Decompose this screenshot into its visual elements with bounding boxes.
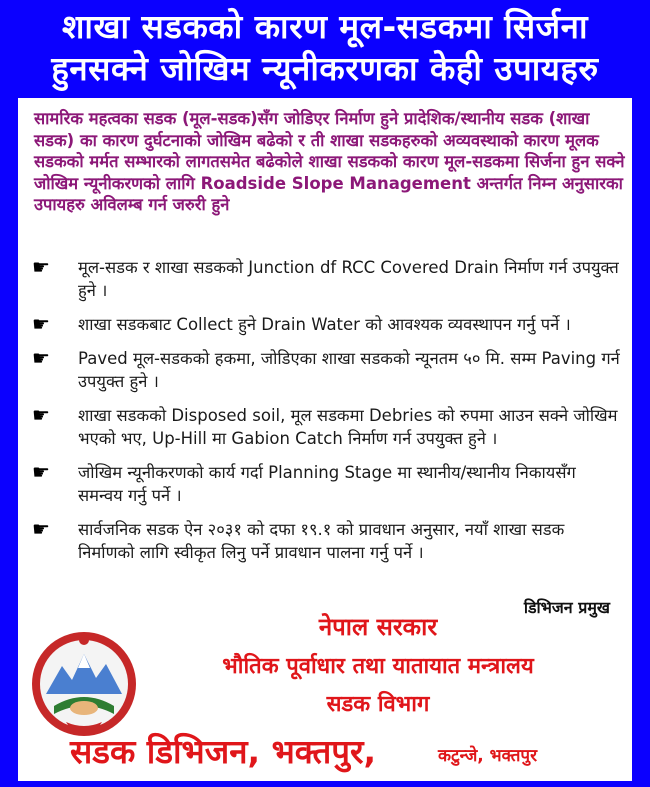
intro-paragraph: सामरिक महत्वका सडक (मूल-सडक)सँग जोडिएर निर्माण हुने प्रादेशिक/स्थानीय सडक (शाखा सडक) का कारण दुर्घटनाको जोखिम बढेको र ती शाखा सडकहरुको अव्यवस्थाको कारण मूलक सडकको मर्मत सम्भारको लागतसमेत बढेकोले शाखा सडकको कारण मूल-सडकमा सिर्जना हुन सक्ने जोखिम न्यूनीकरणको लागि Roadside Slope Management अन्तर्गत निम्न अनुसारका उपायहरु अविलम्ब गर्न जरुरी हुने: [34, 109, 625, 214]
list-item-text: सार्वजनिक सडक ऐन २०३१ को दफा १९.१ को प्रावधान अनुसार, नयाँ शाखा सडक निर्माणको लागि स्वीकृत लिनु पर्ने प्रावधान पालना गर्नु पर्ने ।: [78, 520, 565, 562]
header-title-line-2: हुनसक्ने जोखिम न्यूनीकरणका केही उपायहरु: [51, 49, 599, 88]
government-name: नेपाल सरकार: [318, 613, 438, 641]
pointing-hand-icon: ☛: [32, 517, 50, 541]
pointing-hand-icon: ☛: [32, 403, 50, 427]
list-item: [32, 518, 622, 564]
measures-list: [32, 256, 622, 575]
department-name: सडक विभाग: [326, 692, 430, 717]
list-item: [32, 347, 622, 393]
division-address: कटुन्जे, भक्तपुर: [438, 746, 538, 766]
pointing-hand-icon: ☛: [32, 312, 50, 336]
notice-panel: [18, 98, 632, 781]
list-item: [32, 461, 622, 507]
list-item-text: शाखा सडकको Disposed soil, मूल सडकमा Debries को रुपमा आउन सक्ने जोखिम भएको भए, Up-Hill मा Gabion Catch निर्माण गर्न उपयुक्त हुने ।: [78, 406, 618, 448]
list-item-text: जोखिम न्यूनीकरणको कार्य गर्दा Planning Stage मा स्थानीय/स्थानीय निकायसँग समन्वय गर्नु पर्ने ।: [78, 463, 576, 505]
signature-title: डिभिजन प्रमुख: [523, 598, 610, 617]
division-name: सडक डिभिजन, भक्तपुर,: [70, 732, 377, 771]
pointing-hand-icon: ☛: [32, 255, 50, 279]
list-item: [32, 313, 622, 336]
list-item: [32, 404, 622, 450]
notice-header: [0, 0, 650, 98]
pointing-hand-icon: ☛: [32, 346, 50, 370]
pointing-hand-icon: ☛: [32, 460, 50, 484]
ministry-name: भौतिक पूर्वाधार तथा यातायात मन्त्रालय: [222, 654, 534, 679]
nepal-emblem-icon: [28, 628, 140, 740]
list-item-text: मूल-सडक र शाखा सडकको Junction df RCC Covered Drain निर्माण गर्न उपयुक्त हुने ।: [78, 258, 619, 300]
list-item-text: शाखा सडकबाट Collect हुने Drain Water को आवश्यक व्यवस्थापन गर्नु पर्ने ।: [78, 315, 571, 334]
header-title-line-1: शाखा सडकको कारण मूल-सडकमा सिर्जना: [61, 7, 589, 46]
list-item-text: Paved मूल-सडकको हकमा, जोडिएका शाखा सडकको न्यूनतम ५० मि. सम्म Paving गर्न उपयुक्त हुने ।: [78, 349, 620, 391]
list-item: [32, 256, 622, 302]
